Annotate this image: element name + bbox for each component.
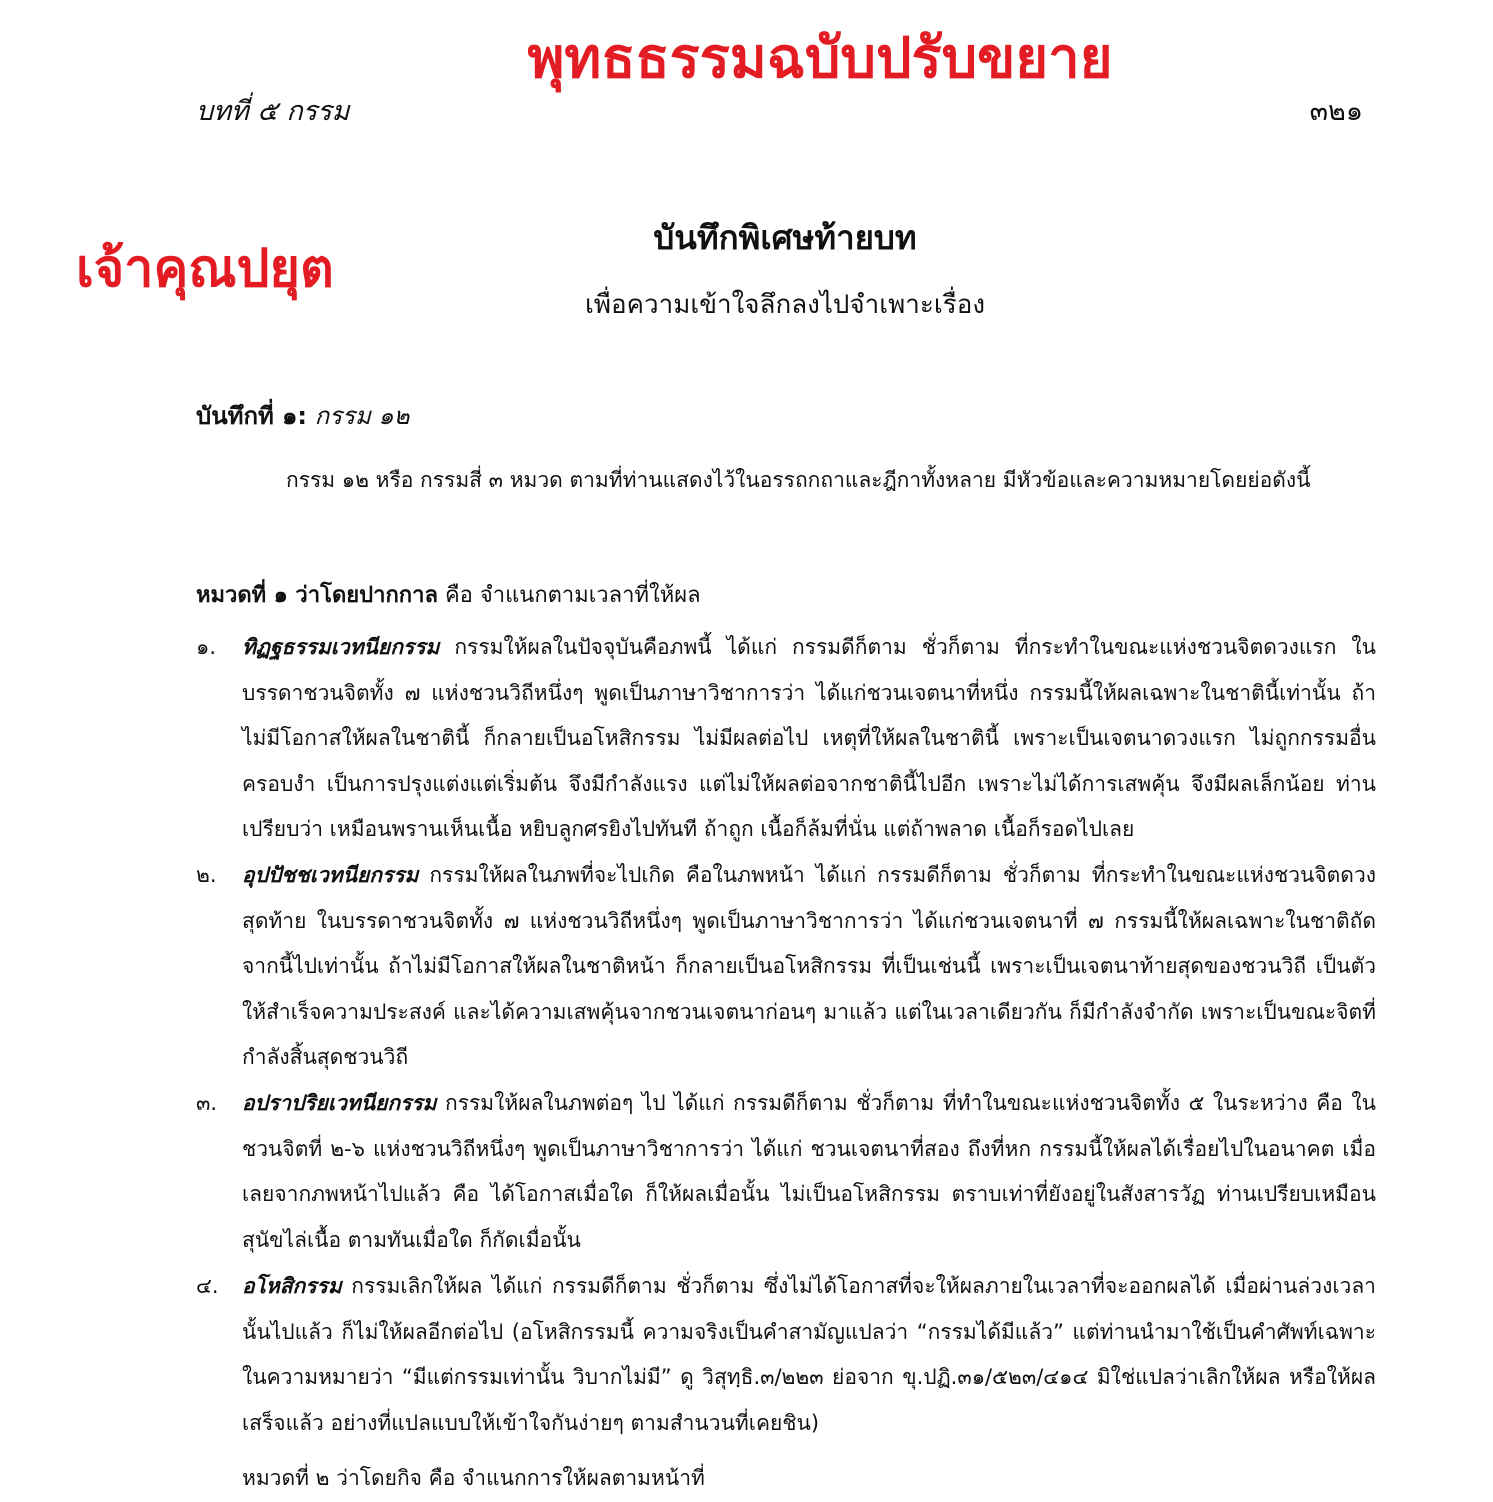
kamma-term: อโหสิกรรม — [242, 1274, 342, 1298]
kamma-number: ๒. — [196, 863, 217, 887]
section-title: บันทึกพิเศษท้ายบท — [653, 218, 917, 257]
note-heading — [196, 396, 409, 436]
running-head: บทที่ ๕ กรรม — [196, 96, 350, 127]
kamma-body — [242, 625, 1376, 853]
note-label: บันทึกที่ ๑: — [196, 402, 307, 430]
kamma-body — [242, 1264, 1376, 1446]
kamma-body — [242, 853, 1376, 1081]
cut-off-line: หมวดที่ ๒ ว่าโดยกิจ คือ จำแนกการให้ผลตามหน้าที่ — [242, 1466, 705, 1490]
kamma-body — [242, 1081, 1376, 1263]
kamma-number: ๑. — [196, 635, 217, 659]
category-label: หมวดที่ ๑ ว่าโดยปากกาล — [196, 583, 438, 608]
kamma-term: ทิฏฐธรรมเวทนียกรรม — [242, 635, 440, 659]
kamma-text: กรรมเลิกให้ผล ได้แก่ กรรมดีก็ตาม ชั่วก็ตาม ซึ่งไม่ได้โอกาสที่จะให้ผลภายในเวลาที่จะออกผลได้ เมื่อผ่านล่วงเวลานั้นไปแล้ว ก็ไม่ให้ผลอีกต่อไป (อโหสิกรรมนี้ ความจริงเป็นคำสามัญแปลว่า “กรรมได้มีแล้ว” แต่ท่านนำมาใช้เป็นคำศัพท์เฉพาะในความหมายว่า “มีแต่กรรมเท่านั้น วิบากไม่มี” ดู วิสุทฺธิ.๓/๒๒๓ ย่อจาก ขุ.ปฏิ.๓๑/๕๒๓/๔๑๔ มิใช่แปลว่าเลิกให้ผล หรือให้ผลเสร็จแล้ว อย่างที่แปลแบบให้เข้าใจกันง่ายๆ ตามสำนวนที่เคยชิน) — [242, 1274, 1376, 1435]
intro-paragraph: กรรม ๑๒ หรือ กรรมสี่ ๓ หมวด ตามที่ท่านแสดงไว้ในอรรถกถาและฎีกาทั้งหลาย มีหัวข้อและความหมายโดยย่อดังนี้ — [286, 468, 1311, 492]
category-heading — [196, 576, 1376, 616]
note-title: กรรม ๑๒ — [314, 402, 410, 430]
kamma-term: อุปปัชชเวทนียกรรม — [242, 863, 419, 887]
author-stamp: เจ้าคุณปยุต — [76, 240, 334, 298]
kamma-number: ๓. — [196, 1091, 218, 1115]
page-number: ๓๒๑ — [1309, 96, 1363, 127]
kamma-text: กรรมให้ผลในภพที่จะไปเกิด คือในภพหน้า ได้แก่ กรรมดีก็ตาม ชั่วก็ตาม ที่กระทำในขณะแห่งชวนจิตดวงสุดท้าย ในบรรดาชวนจิตทั้ง ๗ แห่งชวนวิถีหนึ่งๆ พูดเป็นภาษาวิชาการว่า ได้แก่ชวนเจตนาที่ ๗ กรรมนี้ให้ผลเฉพาะในชาติถัดจากนี้ไปเท่านั้น ถ้าไม่มีโอกาสให้ผลในชาติหน้า ก็กลายเป็นอโหสิกรรม ที่เป็นเช่นนี้ เพราะเป็นเจตนาท้ายสุดของชวนวิถี เป็นตัวให้สำเร็จความประสงค์ และได้ความเสพคุ้นจากชวนเจตนาก่อนๆ มาแล้ว แต่ในเวลาเดียวกัน ก็มีกำลังจำกัด เพราะเป็นขณะจิตที่กำลังสิ้นสุดชวนวิถี — [242, 863, 1376, 1070]
kamma-text: กรรมให้ผลในปัจจุบันคือภพนี้ ได้แก่ กรรมดีก็ตาม ชั่วก็ตาม ที่กระทำในขณะแห่งชวนจิตดวงแรก ในบรรดาชวนจิตทั้ง ๗ แห่งชวนวิถีหนึ่งๆ พูดเป็นภาษาวิชาการว่า ได้แก่ชวนเจตนาที่หนึ่ง กรรมนี้ให้ผลเฉพาะในชาตินี้เท่านั้น ถ้าไม่มีโอกาสให้ผลในชาตินี้ ก็กลายเป็นอโหสิกรรม ไม่มีผลต่อไป เหตุที่ให้ผลในชาตินี้ เพราะเป็นเจตนาดวงแรก ไม่ถูกกรรมอื่นครอบงำ เป็นการปรุงแต่งแต่เริ่มต้น จึงมีกำลังแรง แต่ไม่ให้ผลต่อจากชาตินี้ไปอีก เพราะไม่ได้การเสพคุ้น จึงมีผลเล็กน้อย ท่านเปรียบว่า เหมือนพรานเห็นเนื้อ หยิบลูกศรยิงไปทันที ถ้าถูก เนื้อก็ล้มที่นั่น แต่ถ้าพลาด เนื้อก็รอดไปเลย — [242, 635, 1376, 842]
category-description: คือ จำแนกตามเวลาที่ให้ผล — [444, 583, 701, 608]
kamma-number: ๔. — [196, 1274, 219, 1298]
kamma-term: อปราปริยเวทนียกรรม — [242, 1091, 437, 1115]
kamma-text: กรรมให้ผลในภพต่อๆ ไป ได้แก่ กรรมดีก็ตาม ชั่วก็ตาม ที่ทำในขณะแห่งชวนจิตทั้ง ๕ ในระหว่าง คือ ในชวนจิตที่ ๒-๖ แห่งชวนวิถีหนึ่งๆ พูดเป็นภาษาวิชาการว่า ได้แก่ ชวนเจตนาที่สอง ถึงที่หก กรรมนี้ให้ผลได้เรื่อยไปในอนาคต เมื่อเลยจากภพหน้าไปแล้ว คือ ได้โอกาสเมื่อใด ก็ให้ผลเมื่อนั้น ไม่เป็นอโหสิกรรม ตราบเท่าที่ยังอยู่ในสังสารวัฏ ท่านเปรียบเหมือนสุนัขไล่เนื้อ ตามทันเมื่อใด ก็กัดเมื่อนั้น — [242, 1091, 1376, 1252]
section-subtitle: เพื่อความเข้าใจลึกลงไปจำเพาะเรื่อง — [584, 290, 986, 320]
banner-title: พุทธธรรมฉบับปรับขยาย — [527, 26, 1113, 89]
